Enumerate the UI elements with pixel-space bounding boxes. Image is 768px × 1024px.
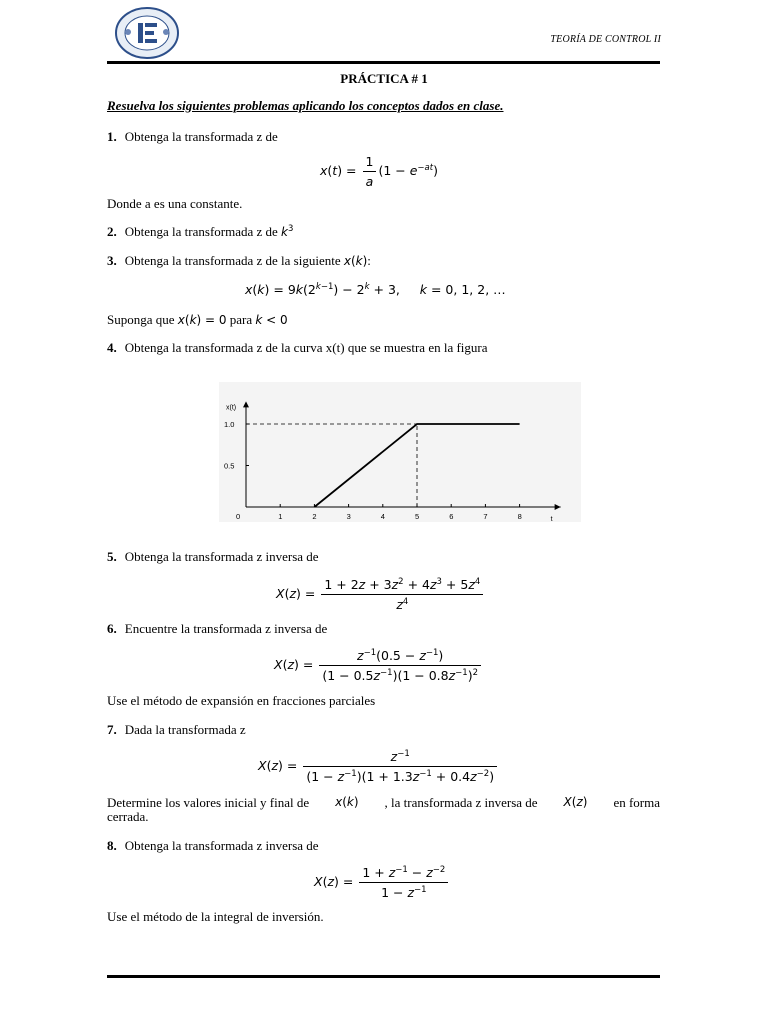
problem-1-note: Donde a es una constante.: [107, 196, 243, 211]
instruction: Resuelva los siguientes problemas aplicando los conceptos dados en clase.: [107, 98, 504, 113]
note-text: Determine los valores inicial y final de: [107, 795, 310, 810]
problem-number: 8.: [107, 838, 117, 853]
equation-3: $x(k) = 9k(2^{k-1}) - 2^k + 3$, k = 0, 1, 2, …: [245, 282, 506, 297]
inline-math: $k^3$: [281, 224, 294, 239]
note-text: en forma: [613, 795, 660, 810]
problem-number: 7.: [107, 722, 117, 737]
x-tick-label: 2: [312, 512, 317, 521]
problem-7-note-cont: cerrada.: [107, 809, 149, 824]
inline-math: k < 0: [255, 313, 288, 327]
problem-text: Dada la transformada z: [124, 722, 246, 737]
y-axis-label: x(t): [226, 404, 237, 412]
equation-7: X(z) = $\frac{z^{-1}}{(1 - z^{-1})(1 + 1.3z^{-1} + 0.4z^{-2})}$: [258, 749, 499, 784]
problem-number: 4.: [107, 340, 117, 355]
problem-8-note: Use el método de la integral de inversión.: [107, 909, 324, 924]
problem-text: Obtenga la transformada z inversa de: [124, 549, 319, 564]
equation-5: X(z) = $\frac{1 + 2z + 3z^2 + 4z^3 + 5z^4}{z^4}$: [276, 577, 485, 612]
university-seal-icon: [114, 6, 180, 60]
problem-7: [107, 722, 246, 737]
problem-3: 3. Obtenga la transformada z de la siguiente x(k):: [107, 253, 371, 268]
y-tick-label: 1.0: [224, 420, 235, 429]
assumption-text: Suponga que: [107, 312, 175, 327]
equation-8: X(z) = $\frac{1 + z^{-1} - z^{-2}}{1 - z^{-1}}$: [314, 865, 450, 900]
problem-number: 5.: [107, 549, 117, 564]
problem-text: Obtenga la transformada z de: [124, 224, 278, 239]
inline-math: x(k): [335, 795, 359, 809]
header-rule: [107, 61, 660, 64]
x-tick-label: 5: [415, 512, 420, 521]
footer-rule: [107, 975, 660, 978]
x-axis-label: t: [550, 516, 553, 522]
problem-4: [107, 340, 488, 355]
problem-number: 2.: [107, 224, 117, 239]
course-header: TEORÍA DE CONTROL II: [550, 34, 661, 45]
problem-number: 3.: [107, 253, 117, 268]
problem-8: [107, 838, 319, 853]
note-text: , la transformada z inversa de: [384, 795, 538, 810]
problem-number: 1.: [107, 129, 117, 144]
problem-3-assumption: [107, 312, 288, 328]
page-title: PRÁCTICA # 1: [340, 71, 428, 86]
x-tick-label: 3: [346, 512, 351, 521]
problem-text: Obtenga la transformada z de la curva x(t) que se muestra en la figura: [124, 340, 488, 355]
problem-7-note: [107, 795, 660, 810]
problem-6-note: Use el método de expansión en fracciones parciales: [107, 693, 376, 708]
equation-1: x(t) = $\frac{1}{a}$ $(1 - e^{-at})$: [320, 154, 438, 189]
inline-math: x(k): [343, 254, 368, 268]
x-tick-label: 1: [278, 512, 283, 521]
problem-text: Obtenga la transformada z de la siguiente: [124, 253, 341, 268]
problem-2: [107, 224, 293, 240]
problem-number: 6.: [107, 621, 117, 636]
x-tick-label: 4: [380, 512, 385, 521]
equation-6: X(z) = $\frac{z^{-1}(0.5 - z^{-1})}{(1 - 0.5z^{-1})(1 - 0.8z^{-1})^2}$: [274, 648, 483, 683]
inline-math: x(k) = 0: [177, 313, 227, 327]
x-tick-label: 6: [449, 512, 454, 521]
x-tick-label: 7: [483, 512, 488, 521]
y-tick-label: 0.5: [224, 461, 235, 471]
problem-text: Obtenga la transformada z inversa de: [124, 838, 319, 853]
inline-math: X(z): [563, 795, 588, 809]
problem-text: Encuentre la transformada z inversa de: [124, 621, 328, 636]
x-tick-label: 8: [517, 512, 522, 521]
problem-text: Obtenga la transformada z de: [124, 129, 278, 144]
x-tick-label: 0: [236, 512, 241, 521]
assumption-text: para: [229, 312, 253, 327]
problem-6: [107, 621, 327, 636]
problem-5: [107, 549, 319, 564]
problem-1: [107, 129, 278, 144]
xt-curve-figure: [219, 382, 581, 522]
